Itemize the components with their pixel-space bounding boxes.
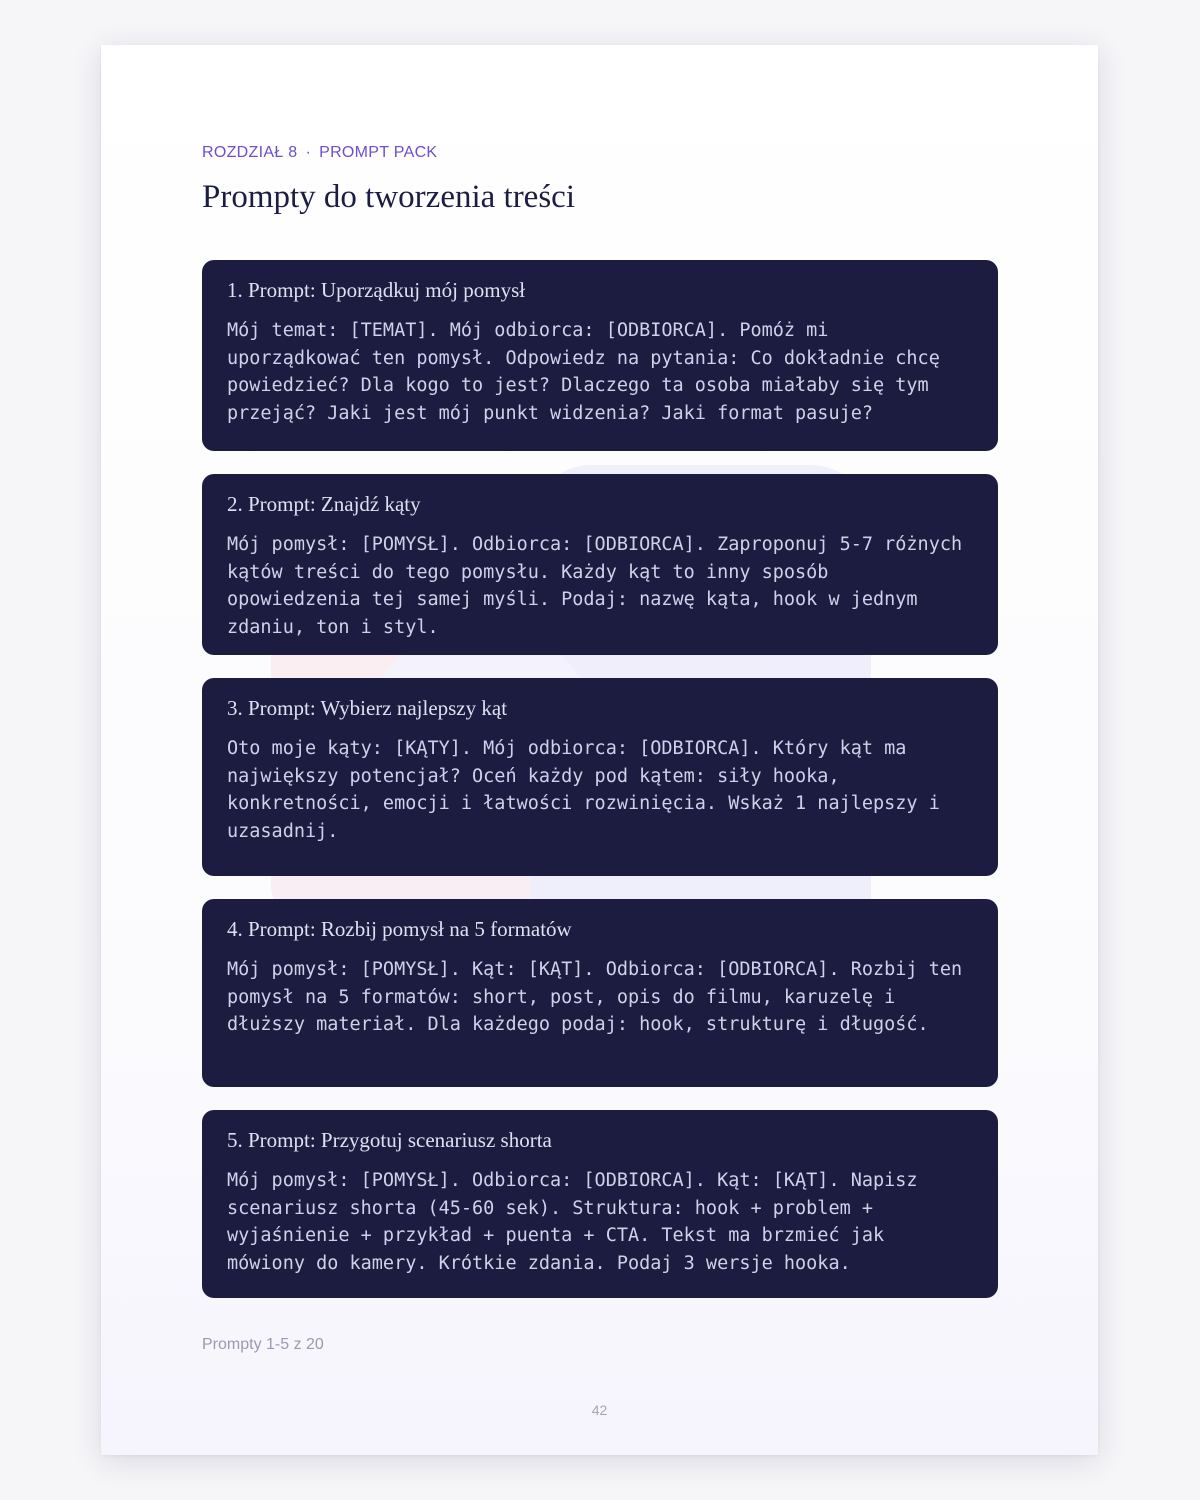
prompt-text[interactable]: Oto moje kąty: [KĄTY]. Mój odbiorca: [ODBIORCA]. Który kąt ma największy potencjał? Oceń każdy pod kątem: siły hooka, konkretności, emocji i łatwości rozwinięcia. Wskaż 1 najlepszy i uzasadnij.: [227, 738, 940, 842]
prompt-title: 2. Prompt: Znajdź kąty: [227, 492, 421, 516]
prompt-text[interactable]: Mój temat: [TEMAT]. Mój odbiorca: [ODBIORCA]. Pomóż mi uporządkować ten pomysł. Odpowiedz na pytania: Co dokładnie chcę powiedzieć? Dla kogo to jest? Dlaczego ta osoba miałaby się tym przejąć? Jaki jest mój punkt widzenia? Jaki format pasuje?: [227, 320, 940, 424]
prompt-card-5: [202, 1110, 998, 1298]
document-page: [101, 45, 1098, 1455]
chapter-eyebrow: [202, 144, 437, 162]
page-title: Prompty do tworzenia treści: [202, 179, 575, 215]
eyebrow-separator: ·: [305, 144, 312, 161]
prompt-card-4: [202, 899, 998, 1087]
section-label: PROMPT PACK: [319, 144, 438, 161]
prompt-text[interactable]: Mój pomysł: [POMYSŁ]. Odbiorca: [ODBIORCA]. Zaproponuj 5-7 różnych kątów treści do tego pomysłu. Każdy kąt to inny sposób opowiedzenia tej samej myśli. Podaj: nazwę kąta, hook w jednym zdaniu, ton i styl.: [227, 534, 963, 638]
prompt-card-3: [202, 678, 998, 876]
prompt-text[interactable]: Mój pomysł: [POMYSŁ]. Kąt: [KĄT]. Odbiorca: [ODBIORCA]. Rozbij ten pomysł na 5 formatów: short, post, opis do filmu, karuzelę i dłuższy materiał. Dla każdego podaj: hook, strukturę i długość.: [227, 959, 963, 1035]
prompt-title: 4. Prompt: Rozbij pomysł na 5 formatów: [227, 917, 572, 941]
chapter-label: ROZDZIAŁ 8: [202, 144, 298, 161]
prompt-card-2: [202, 474, 998, 655]
prompt-title: 1. Prompt: Uporządkuj mój pomysł: [227, 278, 526, 302]
prompt-text[interactable]: Mój pomysł: [POMYSŁ]. Odbiorca: [ODBIORCA]. Kąt: [KĄT]. Napisz scenariusz shorta (45-60 sek). Struktura: hook + problem + wyjaśnienie + przykład + puenta + CTA. Tekst ma brzmieć jak mówiony do kamery. Krótkie zdania. Podaj 3 wersje hooka.: [227, 1170, 918, 1274]
page-number: 42: [591, 1402, 608, 1418]
prompt-title: 5. Prompt: Przygotuj scenariusz shorta: [227, 1128, 552, 1152]
prompt-count-note: Prompty 1-5 z 20: [202, 1336, 324, 1353]
prompt-title: 3. Prompt: Wybierz najlepszy kąt: [227, 696, 508, 720]
prompt-card-1: [202, 260, 998, 451]
